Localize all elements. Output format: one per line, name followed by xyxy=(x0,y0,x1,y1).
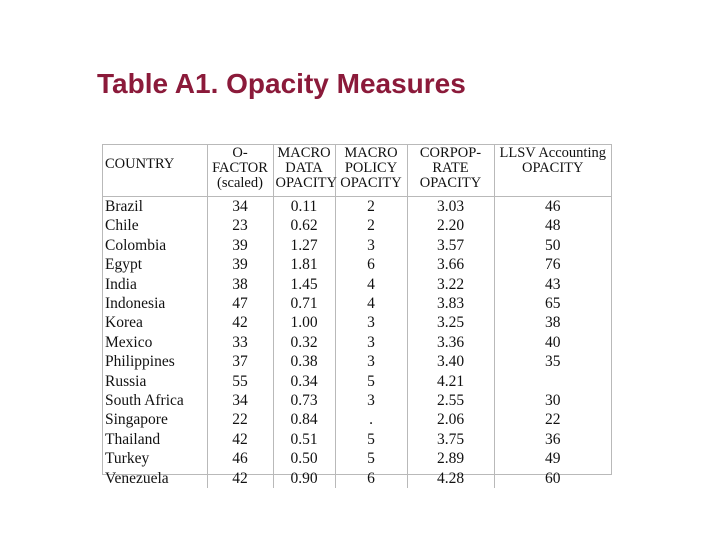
table-row xyxy=(103,352,611,371)
cell-macro-data: 0.71 xyxy=(273,294,335,313)
cell-corporate: 3.36 xyxy=(407,333,494,352)
cell-corporate: 3.25 xyxy=(407,313,494,332)
table-row xyxy=(103,449,611,468)
cell-o-factor: 38 xyxy=(207,275,273,294)
table-row xyxy=(103,313,611,332)
cell-macro-data: 1.45 xyxy=(273,275,335,294)
cell-llsv-accounting: 38 xyxy=(494,313,611,332)
cell-o-factor: 47 xyxy=(207,294,273,313)
cell-macro-policy: 3 xyxy=(335,391,407,410)
cell-corporate: 3.57 xyxy=(407,236,494,255)
cell-corporate: 3.66 xyxy=(407,255,494,274)
cell-corporate: 2.89 xyxy=(407,449,494,468)
cell-llsv-accounting: 40 xyxy=(494,333,611,352)
cell-macro-policy: 5 xyxy=(335,449,407,468)
cell-country: Thailand xyxy=(105,430,161,448)
opacity-table-grid xyxy=(103,145,611,488)
cell-llsv-accounting: 22 xyxy=(494,410,611,429)
table-row xyxy=(103,391,611,410)
cell-country: Indonesia xyxy=(105,295,166,313)
cell-macro-policy: 6 xyxy=(335,469,407,488)
table-header-row xyxy=(103,145,611,197)
cell-macro-data: 0.50 xyxy=(273,449,335,468)
table-row xyxy=(103,216,611,235)
cell-macro-policy: . xyxy=(335,410,407,429)
cell-macro-data: 1.00 xyxy=(273,313,335,332)
cell-o-factor: 42 xyxy=(207,469,273,488)
cell-corporate: 3.83 xyxy=(407,294,494,313)
cell-corporate: 3.22 xyxy=(407,275,494,294)
cell-corporate: 2.20 xyxy=(407,216,494,235)
table-row xyxy=(103,430,611,449)
cell-llsv-accounting: 43 xyxy=(494,275,611,294)
header-o-factor: O- FACTOR (scaled) xyxy=(207,145,273,197)
cell-country: Mexico xyxy=(105,333,153,351)
cell-o-factor: 37 xyxy=(207,352,273,371)
cell-corporate: 3.40 xyxy=(407,352,494,371)
cell-country: Colombia xyxy=(105,236,167,254)
slide-title: Table A1. Opacity Measures xyxy=(97,68,466,99)
cell-o-factor: 55 xyxy=(207,372,273,391)
cell-macro-policy: 4 xyxy=(335,275,407,294)
cell-o-factor: 22 xyxy=(207,410,273,429)
cell-country: Singapore xyxy=(105,411,168,429)
cell-macro-data: 0.73 xyxy=(273,391,335,410)
cell-corporate: 4.21 xyxy=(407,372,494,391)
cell-o-factor: 39 xyxy=(207,236,273,255)
table-row xyxy=(103,255,611,274)
cell-country: Korea xyxy=(105,314,143,332)
cell-macro-data: 0.11 xyxy=(273,197,335,217)
cell-llsv-accounting: 46 xyxy=(494,197,611,217)
header-corporate: CORPOP- RATE OPACITY xyxy=(407,145,494,197)
cell-macro-policy: 3 xyxy=(335,333,407,352)
cell-country: Venezuela xyxy=(105,469,169,487)
cell-corporate: 2.06 xyxy=(407,410,494,429)
header-country: COUNTRY xyxy=(103,145,207,197)
table-row xyxy=(103,236,611,255)
cell-country: Chile xyxy=(105,217,139,235)
cell-macro-policy: 5 xyxy=(335,372,407,391)
cell-macro-policy: 2 xyxy=(335,197,407,217)
cell-macro-data: 0.38 xyxy=(273,352,335,371)
cell-macro-data: 0.84 xyxy=(273,410,335,429)
cell-o-factor: 34 xyxy=(207,197,273,217)
cell-country: South Africa xyxy=(105,392,184,410)
opacity-table xyxy=(102,144,612,487)
cell-country: Brazil xyxy=(105,198,143,215)
cell-o-factor: 42 xyxy=(207,430,273,449)
cell-llsv-accounting: 65 xyxy=(494,294,611,313)
cell-llsv-accounting: 60 xyxy=(494,469,611,488)
cell-corporate: 2.55 xyxy=(407,391,494,410)
header-macro-policy: MACRO POLICY OPACITY xyxy=(335,145,407,197)
cell-llsv-accounting xyxy=(494,372,611,391)
cell-macro-data: 0.51 xyxy=(273,430,335,449)
cell-llsv-accounting: 35 xyxy=(494,352,611,371)
cell-o-factor: 39 xyxy=(207,255,273,274)
table-row xyxy=(103,469,611,488)
cell-o-factor: 33 xyxy=(207,333,273,352)
cell-macro-policy: 2 xyxy=(335,216,407,235)
header-macro-data: MACRO DATA OPACITY xyxy=(273,145,335,197)
cell-country: Philippines xyxy=(105,353,175,371)
cell-country: Russia xyxy=(105,372,147,390)
cell-corporate: 3.03 xyxy=(407,197,494,217)
cell-macro-policy: 3 xyxy=(335,313,407,332)
cell-llsv-accounting: 76 xyxy=(494,255,611,274)
cell-llsv-accounting: 36 xyxy=(494,430,611,449)
cell-macro-data: 0.34 xyxy=(273,372,335,391)
cell-llsv-accounting: 50 xyxy=(494,236,611,255)
header-llsv-accounting: LLSV Accounting OPACITY xyxy=(494,145,611,197)
cell-llsv-accounting: 30 xyxy=(494,391,611,410)
cell-macro-policy: 5 xyxy=(335,430,407,449)
cell-macro-data: 0.62 xyxy=(273,216,335,235)
cell-country: Egypt xyxy=(105,256,143,274)
table-row xyxy=(103,197,611,217)
cell-o-factor: 42 xyxy=(207,313,273,332)
cell-macro-data: 0.90 xyxy=(273,469,335,488)
cell-macro-policy: 3 xyxy=(335,236,407,255)
cell-macro-policy: 4 xyxy=(335,294,407,313)
table-body xyxy=(103,197,611,489)
cell-macro-policy: 6 xyxy=(335,255,407,274)
table-row xyxy=(103,275,611,294)
cell-o-factor: 46 xyxy=(207,449,273,468)
table-row xyxy=(103,372,611,391)
table-row xyxy=(103,333,611,352)
cell-country: India xyxy=(105,275,137,293)
cell-macro-data: 1.81 xyxy=(273,255,335,274)
cell-macro-policy: 3 xyxy=(335,352,407,371)
cell-corporate: 4.28 xyxy=(407,469,494,488)
cell-country: Turkey xyxy=(105,450,150,468)
cell-macro-data: 1.27 xyxy=(273,236,335,255)
cell-o-factor: 23 xyxy=(207,216,273,235)
cell-o-factor: 34 xyxy=(207,391,273,410)
cell-llsv-accounting: 49 xyxy=(494,449,611,468)
table-row xyxy=(103,410,611,429)
cell-corporate: 3.75 xyxy=(407,430,494,449)
table-row xyxy=(103,294,611,313)
cell-llsv-accounting: 48 xyxy=(494,216,611,235)
cell-macro-data: 0.32 xyxy=(273,333,335,352)
